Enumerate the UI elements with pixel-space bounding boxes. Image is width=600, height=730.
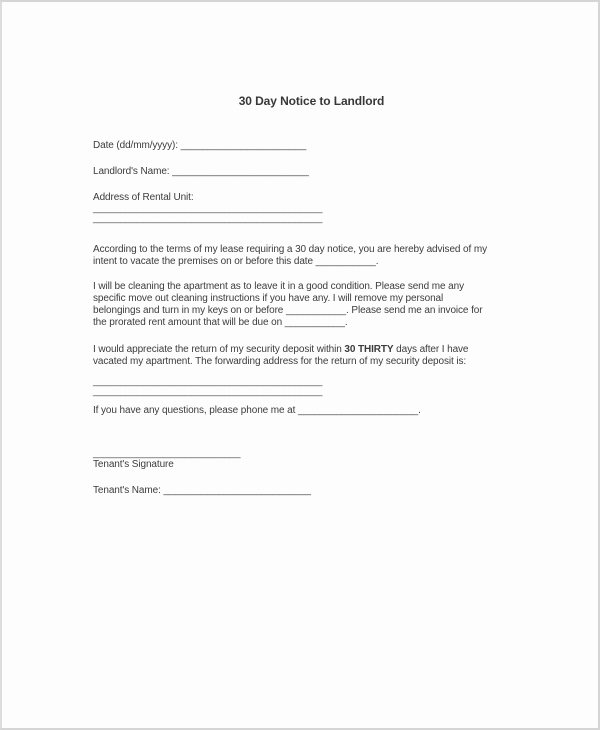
rental-address-line-1: __________________________________________ [93, 203, 323, 214]
notice-form [2, 2, 598, 497]
tenant-signature-label: Tenant's Signature [93, 459, 174, 470]
landlord-name-field [93, 165, 530, 178]
cleaning-paragraph-line-1: I will be cleaning the apartment as to leave it in a good condition. Please send me any [93, 281, 464, 292]
page-title: 30 Day Notice to Landlord [238, 94, 385, 108]
rental-address-label: Address of Rental Unit: [93, 192, 194, 203]
landlord-name-label: Landlord's Name: [93, 166, 170, 177]
landlord-name-blank: _________________________ [172, 166, 309, 177]
rental-address-line-2: __________________________________________ [93, 213, 323, 224]
date-field-blank: _______________________ [180, 140, 307, 151]
forwarding-address-line-2: __________________________________________ [93, 386, 323, 397]
phone-sentence: If you have any questions, please phone me at ______________________. [93, 405, 421, 416]
tenant-signature-line: ___________________________ [93, 448, 241, 459]
deposit-line-1-tail: days after I have [393, 344, 469, 355]
notice-paragraph-line-1: According to the terms of my lease requiring a 30 day notice, you are hereby advised of my [93, 244, 487, 255]
notice-paragraph [93, 244, 530, 268]
cleaning-paragraph-line-3: belongings and turn in my keys on or before ___________. Please send me an invoice for [93, 305, 483, 316]
date-field-label: Date (dd/mm/yyyy): [93, 140, 178, 151]
deposit-thirty-days-bold: 30 THIRTY [344, 344, 394, 355]
cleaning-paragraph-line-2: specific move out cleaning instructions if you have any. I will remove my personal [93, 293, 444, 304]
deposit-paragraph-line-1 [93, 344, 530, 356]
notice-paragraph-line-2: intent to vacate the premises on or before this date ___________. [93, 256, 379, 267]
tenant-name-blank: ___________________________ [163, 485, 311, 496]
deposit-line-1-text: I would appreciate the return of my security deposit within [93, 344, 345, 355]
cleaning-paragraph-line-4: the prorated rent amount that will be due on ___________. [93, 317, 348, 328]
deposit-paragraph [93, 344, 530, 368]
forwarding-address-line-1: __________________________________________ [93, 376, 323, 387]
tenant-name-label: Tenant's Name: [93, 485, 161, 496]
date-field [93, 139, 530, 152]
tenant-name-field [93, 485, 530, 497]
deposit-paragraph-line-2: vacated my apartment. The forwarding address for the return of my security deposit is: [93, 356, 467, 367]
cleaning-paragraph [93, 281, 530, 329]
